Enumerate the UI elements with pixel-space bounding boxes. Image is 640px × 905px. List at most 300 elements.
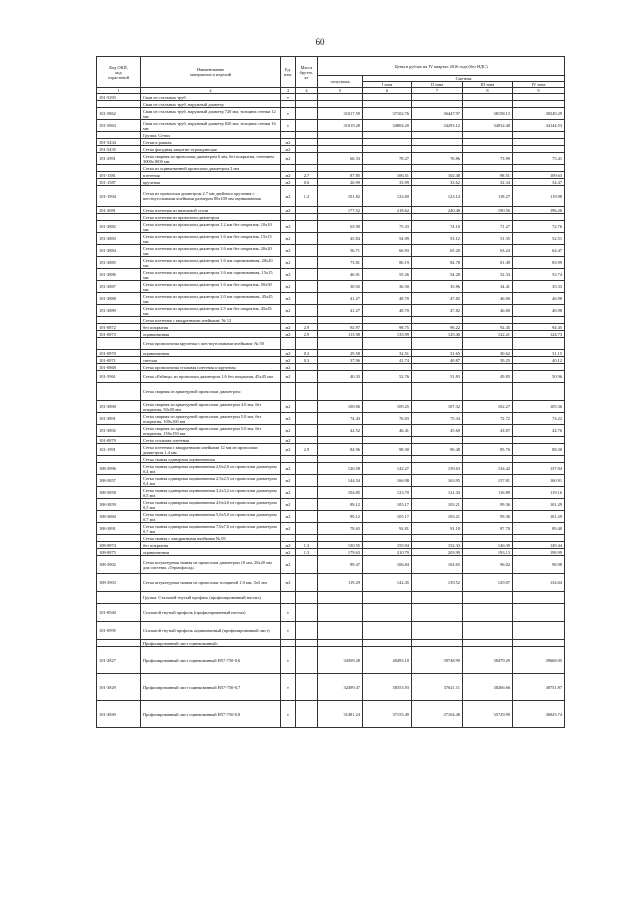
price-zone-4-cell bbox=[513, 139, 565, 146]
price-release-cell: 41.27 bbox=[318, 293, 363, 305]
name-cell: Сетка тканая одинарная оцинкованная 5,0х5,0 из проволоки диаметром 0,7 мм bbox=[141, 511, 281, 523]
price-zone-4-cell: 31.15 bbox=[513, 350, 565, 357]
price-zone-4-cell bbox=[513, 146, 565, 153]
price-zone-3-cell bbox=[463, 132, 513, 139]
unit-cell: м2 bbox=[281, 357, 296, 364]
price-zone-2-cell bbox=[412, 165, 463, 172]
unit-cell: т bbox=[281, 647, 296, 674]
table-row bbox=[97, 324, 565, 331]
code-cell: 101-3829 bbox=[97, 674, 141, 701]
price-zone-3-cell: 30.62 bbox=[463, 350, 513, 357]
price-release-cell bbox=[318, 214, 363, 221]
name-cell: оцинкованная bbox=[141, 331, 281, 338]
price-zone-2-cell: 31.65 bbox=[412, 350, 463, 357]
table-row bbox=[97, 674, 565, 701]
table-row bbox=[97, 165, 565, 172]
table-row bbox=[97, 357, 565, 364]
unit-cell: м2 bbox=[281, 305, 296, 317]
name-cell: Сетка тканая с квадратными ячейками № 05 bbox=[141, 535, 281, 542]
price-zone-2-cell bbox=[412, 146, 463, 153]
price-zone-2-cell: 139.63 bbox=[412, 463, 463, 475]
price-zone-4-cell: 196.26 bbox=[513, 207, 565, 214]
price-zone-1-cell: 105.17 bbox=[363, 499, 412, 511]
price-zone-3-cell: 98.51 bbox=[463, 172, 513, 179]
price-zone-2-cell: 34293.12 bbox=[412, 120, 463, 132]
mass-cell: 0.3 bbox=[296, 350, 318, 357]
price-zone-3-cell: 96.02 bbox=[463, 556, 513, 574]
price-release-cell: 130.55 bbox=[318, 542, 363, 549]
price-zone-4-cell: 52.51 bbox=[513, 233, 565, 245]
price-zone-4-cell: 89.40 bbox=[513, 523, 565, 535]
mass-cell bbox=[296, 674, 318, 701]
name-cell: Сетка плетеная из вязальной стали bbox=[141, 207, 281, 214]
unit-cell bbox=[281, 592, 296, 604]
price-zone-2-cell bbox=[412, 622, 463, 640]
price-release-cell: 144.54 bbox=[318, 475, 363, 487]
price-zone-4-cell: 119.98 bbox=[513, 186, 565, 207]
price-zone-3-cell: 52.33 bbox=[463, 269, 513, 281]
column-index: 2 bbox=[141, 88, 281, 94]
unit-cell: м2 bbox=[281, 487, 296, 499]
col-header-zone-2: II зона bbox=[412, 82, 463, 88]
price-zone-2-cell bbox=[412, 132, 463, 139]
mass-cell bbox=[296, 371, 318, 383]
code-cell: 101-0995 bbox=[97, 622, 141, 640]
price-release-cell bbox=[318, 317, 363, 324]
price-zone-4-cell bbox=[513, 132, 565, 139]
price-release-cell: 73.81 bbox=[318, 257, 363, 269]
price-release-cell bbox=[318, 364, 363, 371]
unit-cell: м2 bbox=[281, 293, 296, 305]
price-zone-4-cell bbox=[513, 437, 565, 444]
name-cell: Сетка плетеная из проволоки диаметром 1.2 мм без покрытия, 10х10 мм bbox=[141, 221, 281, 233]
price-zone-3-cell: 102.27 bbox=[463, 401, 513, 413]
price-zone-1-cell: 37155.49 bbox=[363, 701, 412, 728]
price-zone-1-cell: 210.79 bbox=[363, 549, 412, 556]
unit-cell: м2 bbox=[281, 574, 296, 592]
unit-cell bbox=[281, 317, 296, 324]
table-row bbox=[97, 146, 565, 153]
price-zone-1-cell: 106.51 bbox=[363, 172, 412, 179]
table-row bbox=[97, 233, 565, 245]
price-zone-2-cell: 75.34 bbox=[412, 413, 463, 425]
price-zone-1-cell bbox=[363, 604, 412, 622]
price-release-cell bbox=[318, 535, 363, 542]
price-zone-3-cell: 157.81 bbox=[463, 475, 513, 487]
price-zone-2-cell: 163.95 bbox=[412, 475, 463, 487]
code-cell: 101-5293 bbox=[97, 94, 141, 101]
price-zone-4-cell bbox=[513, 640, 565, 647]
code-cell: 101-3886 bbox=[97, 269, 141, 281]
name-cell: Профилированный лист оцинкованный Н57-750-0,8 bbox=[141, 701, 281, 728]
table-row bbox=[97, 371, 565, 383]
price-zone-1-cell: 142.45 bbox=[363, 574, 412, 592]
name-cell: оцинкованная bbox=[141, 350, 281, 357]
name-cell: Сваи из стальных труб, наружный диаметр 720 мм, толщина стенки 12 мм bbox=[141, 108, 281, 120]
price-zone-4-cell: 46.98 bbox=[513, 305, 565, 317]
price-release-cell: 100.06 bbox=[318, 401, 363, 413]
column-index: 7 bbox=[412, 88, 463, 94]
price-zone-1-cell: 78.27 bbox=[363, 153, 412, 165]
price-release-cell: 37.96 bbox=[318, 357, 363, 364]
price-zone-2-cell bbox=[412, 338, 463, 350]
code-cell bbox=[97, 640, 141, 647]
mass-cell: 2.9 bbox=[296, 444, 318, 456]
unit-cell: м2 bbox=[281, 233, 296, 245]
table-row bbox=[97, 132, 565, 139]
table-header bbox=[97, 57, 565, 94]
price-zone-4-cell: 40.12 bbox=[513, 357, 565, 364]
price-zone-2-cell: 96.22 bbox=[412, 324, 463, 331]
name-cell: Сетка сварная из проволоки диаметром 6 мм, без покрытия, сечением 3000х1000 мм bbox=[141, 153, 281, 165]
code-cell: 101-1991 bbox=[97, 444, 141, 456]
code-cell: 108-0874 bbox=[97, 542, 141, 549]
price-zone-4-cell: 34144.53 bbox=[513, 120, 565, 132]
table-row bbox=[97, 640, 565, 647]
price-zone-2-cell bbox=[412, 214, 463, 221]
price-zone-3-cell: 34.41 bbox=[463, 281, 513, 293]
price-zone-4-cell: 50.96 bbox=[513, 371, 565, 383]
table-row bbox=[97, 556, 565, 574]
price-zone-1-cell: 122.69 bbox=[363, 186, 412, 207]
table-row bbox=[97, 269, 565, 281]
price-zone-4-cell: 119.16 bbox=[513, 487, 565, 499]
price-zone-4-cell bbox=[513, 364, 565, 371]
price-release-cell: 179.63 bbox=[318, 549, 363, 556]
price-zone-1-cell: 48.70 bbox=[363, 305, 412, 317]
price-zone-3-cell: 81.49 bbox=[463, 257, 513, 269]
table-row bbox=[97, 487, 565, 499]
price-zone-2-cell: 129.40 bbox=[412, 331, 463, 338]
mass-cell bbox=[296, 487, 318, 499]
unit-cell: м2 bbox=[281, 146, 296, 153]
table-row bbox=[97, 413, 565, 425]
price-zone-3-cell bbox=[463, 317, 513, 324]
name-cell: Сетка плетеная из проволоки диаметром 1.6 мм без покрытия, 15х15 мм bbox=[141, 233, 281, 245]
code-cell: 108-3860 bbox=[97, 511, 141, 523]
price-zone-1-cell bbox=[363, 640, 412, 647]
price-zone-2-cell: 102.48 bbox=[412, 172, 463, 179]
price-release-cell bbox=[318, 592, 363, 604]
price-zone-2-cell: 36447.97 bbox=[412, 108, 463, 120]
price-release-cell: 30.92 bbox=[318, 281, 363, 293]
code-cell bbox=[97, 101, 141, 108]
mass-cell bbox=[296, 293, 318, 305]
mass-cell bbox=[296, 556, 318, 574]
name-cell: Сетка фасадная защитно-ограждающая bbox=[141, 146, 281, 153]
table-row bbox=[97, 172, 565, 179]
price-zone-1-cell bbox=[363, 317, 412, 324]
unit-cell: м2 bbox=[281, 413, 296, 425]
price-zone-3-cell: 87.70 bbox=[463, 523, 513, 535]
price-zone-3-cell bbox=[463, 535, 513, 542]
code-cell: 101-0872 bbox=[97, 324, 141, 331]
price-zone-4-cell bbox=[513, 338, 565, 350]
mass-cell bbox=[296, 383, 318, 401]
table-row bbox=[97, 604, 565, 622]
col-header-estimate: Сметная bbox=[363, 76, 565, 82]
price-zone-3-cell: 39.25 bbox=[463, 357, 513, 364]
name-cell: Сетка плетеная с квадратными ячейками: № 12 bbox=[141, 317, 281, 324]
price-zone-2-cell: 152.33 bbox=[412, 542, 463, 549]
table-row bbox=[97, 535, 565, 542]
price-release-cell: 92.97 bbox=[318, 324, 363, 331]
price-zone-4-cell: 44.76 bbox=[513, 425, 565, 437]
unit-cell: т bbox=[281, 674, 296, 701]
price-zone-3-cell: 43.87 bbox=[463, 425, 513, 437]
price-zone-3-cell: 116.89 bbox=[463, 487, 513, 499]
column-index: 9 bbox=[513, 88, 565, 94]
unit-cell: м2 bbox=[281, 186, 296, 207]
price-zone-2-cell: 240.46 bbox=[412, 207, 463, 214]
price-release-cell bbox=[318, 640, 363, 647]
price-zone-3-cell: 46.00 bbox=[463, 305, 513, 317]
price-zone-2-cell: 107.32 bbox=[412, 401, 463, 413]
price-zone-2-cell bbox=[412, 139, 463, 146]
name-cell: Профилированный лист оцинкованный Н57-750-0,6 bbox=[141, 647, 281, 674]
price-zone-2-cell: 104.65 bbox=[412, 556, 463, 574]
unit-cell bbox=[281, 640, 296, 647]
name-cell: Сетка тканая одинарная оцинкованная 2,0х2,0 из проволоки диаметром 0,4 мм bbox=[141, 463, 281, 475]
table-row bbox=[97, 401, 565, 413]
mass-cell bbox=[296, 207, 318, 214]
col-header-mass bbox=[296, 57, 318, 88]
price-zone-4-cell: 53.74 bbox=[513, 269, 565, 281]
price-zone-2-cell: 103.21 bbox=[412, 511, 463, 523]
name-cell: Сетка сварная из арматурной проволоки диаметром 5.0 мм, без покрытия, 100х100 мм bbox=[141, 413, 281, 425]
price-zone-4-cell: 64.47 bbox=[513, 245, 565, 257]
unit-cell: м2 bbox=[281, 364, 296, 371]
mass-cell bbox=[296, 165, 318, 172]
code-sub-label: код bbox=[115, 69, 122, 75]
unit-cell: м2 bbox=[281, 281, 296, 293]
price-zone-2-cell: 91.10 bbox=[412, 523, 463, 535]
mass-cell bbox=[296, 305, 318, 317]
mass-cell: 1.3 bbox=[296, 549, 318, 556]
code-cell: 108-3996 bbox=[97, 463, 141, 475]
table-row bbox=[97, 647, 565, 674]
price-zone-1-cell bbox=[363, 132, 412, 139]
price-zone-1-cell bbox=[363, 338, 412, 350]
code-cell bbox=[97, 214, 141, 221]
price-zone-1-cell bbox=[363, 94, 412, 101]
price-zone-3-cell bbox=[463, 214, 513, 221]
mass-cell bbox=[296, 139, 318, 146]
mass-sub-label: брутто, bbox=[299, 69, 314, 75]
name-cell: Сетка сварная из арматурной проволоки диаметром 5.0 мм, без покрытия, 150х150 мм bbox=[141, 425, 281, 437]
price-zone-1-cell bbox=[363, 592, 412, 604]
name-cell: Сетка штукатурная тканая из проволоки диаметром 10 мм, 20х20 мм для системы «Термофасад» bbox=[141, 556, 281, 574]
price-zone-2-cell: 76.86 bbox=[412, 153, 463, 165]
price-zone-4-cell: 109.63 bbox=[513, 172, 565, 179]
price-zone-3-cell: 190.56 bbox=[463, 207, 513, 214]
code-cell: 101-3890 bbox=[97, 401, 141, 413]
price-zone-1-cell: 46.41 bbox=[363, 425, 412, 437]
mass-cell bbox=[296, 647, 318, 674]
price-zone-2-cell: 37164.48 bbox=[412, 701, 463, 728]
code-cell: 101-0871 bbox=[97, 357, 141, 364]
code-cell: 108-3858 bbox=[97, 487, 141, 499]
code-cell: 101-0940 bbox=[97, 604, 141, 622]
name-cell: Сетка плетеная из проволоки диаметром 1.6 мм без покрытия, 20х20 мм bbox=[141, 245, 281, 257]
unit-cell bbox=[281, 101, 296, 108]
price-zone-4-cell: 94.45 bbox=[513, 324, 565, 331]
code-cell: 108-3902 bbox=[97, 556, 141, 574]
column-index: 3 bbox=[281, 88, 296, 94]
name-cell: Стальной гнутый профиль (профилированный настил) bbox=[141, 604, 281, 622]
code-cell: 108-3859 bbox=[97, 499, 141, 511]
price-zone-1-cell bbox=[363, 364, 412, 371]
unit-cell: м2 bbox=[281, 331, 296, 338]
name-cell: Сетка проволочная стальная плетеная и крученая bbox=[141, 364, 281, 371]
price-zone-1-cell: 75.33 bbox=[363, 221, 412, 233]
mass-cell bbox=[296, 604, 318, 622]
price-release-cell: 56.71 bbox=[318, 245, 363, 257]
code-cell: 101-5434 bbox=[97, 139, 141, 146]
unit-cell: м2 bbox=[281, 153, 296, 165]
price-zone-2-cell bbox=[412, 592, 463, 604]
mass-cell: 1.2 bbox=[296, 186, 318, 207]
name-cell: плетеная bbox=[141, 172, 281, 179]
price-release-cell bbox=[318, 139, 363, 146]
unit-cell bbox=[281, 165, 296, 172]
table-row bbox=[97, 305, 565, 317]
name-cell: Сетка тканая одинарная оцинкованная 3,2х3,2 из проволоки диаметром 0,5 мм bbox=[141, 487, 281, 499]
table-row bbox=[97, 281, 565, 293]
table-row bbox=[97, 139, 565, 146]
table-row bbox=[97, 475, 565, 487]
price-release-cell: 31017.59 bbox=[318, 108, 363, 120]
code-cell bbox=[97, 165, 141, 172]
mass-cell bbox=[296, 523, 318, 535]
mass-cell bbox=[296, 437, 318, 444]
table-row bbox=[97, 338, 565, 350]
price-zone-4-cell bbox=[513, 456, 565, 463]
name-cell: светлая bbox=[141, 357, 281, 364]
mass-cell bbox=[296, 94, 318, 101]
code-cell: 101-0870 bbox=[97, 350, 141, 357]
name-cell: Сетка сварная из арматурной проволоки диаметром: bbox=[141, 383, 281, 401]
unit-cell: м2 bbox=[281, 463, 296, 475]
name-cell: Сетка тканая одинарная оцинкованная 4,0х4,0 из проволоки диаметром 0,5 мм bbox=[141, 499, 281, 511]
price-zone-3-cell bbox=[463, 165, 513, 172]
table-row bbox=[97, 153, 565, 165]
name-cell: Профилированный лист оцинкованный Н57-750-0,7 bbox=[141, 674, 281, 701]
unit-cell: т bbox=[281, 701, 296, 728]
code-cell: 101-5863 bbox=[97, 120, 141, 132]
price-zone-4-cell bbox=[513, 317, 565, 324]
price-zone-2-cell: 121.43 bbox=[412, 487, 463, 499]
code-cell: 101-3883 bbox=[97, 233, 141, 245]
mass-cell bbox=[296, 101, 318, 108]
price-release-cell: 89.12 bbox=[318, 511, 363, 523]
price-release-cell bbox=[318, 132, 363, 139]
unit-cell: м2 bbox=[281, 437, 296, 444]
price-release-cell: 89.47 bbox=[318, 556, 363, 574]
column-index: 4 bbox=[296, 88, 318, 94]
table-row bbox=[97, 701, 565, 728]
price-zone-3-cell: 32.34 bbox=[463, 179, 513, 186]
mass-cell bbox=[296, 463, 318, 475]
price-zone-4-cell: 38249.29 bbox=[513, 108, 565, 120]
code-cell: 101-0868 bbox=[97, 364, 141, 371]
price-release-cell: 45.84 bbox=[318, 233, 363, 245]
price-zone-1-cell: 142.27 bbox=[363, 463, 412, 475]
table-row bbox=[97, 592, 565, 604]
name-cell: Сваи из стальных труб, наружный диаметр bbox=[141, 101, 281, 108]
price-release-cell: 42.52 bbox=[318, 425, 363, 437]
code-cell: 101-3889 bbox=[97, 305, 141, 317]
price-zone-1-cell: 98.30 bbox=[363, 444, 412, 456]
price-zone-4-cell: 36043.74 bbox=[513, 701, 565, 728]
price-zone-3-cell: 85.76 bbox=[463, 444, 513, 456]
mass-cell bbox=[296, 233, 318, 245]
unit-cell: м2 bbox=[281, 556, 296, 574]
mass-cell bbox=[296, 592, 318, 604]
unit-cell: т bbox=[281, 108, 296, 120]
unit-cell: м2 bbox=[281, 425, 296, 437]
code-cell bbox=[97, 535, 141, 542]
name-cell: крученая bbox=[141, 179, 281, 186]
table-row bbox=[97, 364, 565, 371]
price-release-cell: 29.58 bbox=[318, 350, 363, 357]
table-row bbox=[97, 499, 565, 511]
unit-sub-label: изм. bbox=[284, 72, 292, 77]
unit-cell bbox=[281, 338, 296, 350]
price-zone-1-cell: 41.74 bbox=[363, 357, 412, 364]
unit-cell: м2 bbox=[281, 257, 296, 269]
name-cell: Сетка тканая одинарная оцинкованная 7,0х7,0 из проволоки диаметром 0,7 мм bbox=[141, 523, 281, 535]
price-zone-3-cell bbox=[463, 364, 513, 371]
price-release-cell: 66.33 bbox=[318, 153, 363, 165]
col-header-unit bbox=[281, 57, 296, 88]
price-zone-3-cell bbox=[463, 592, 513, 604]
name-sub-label: материалов и изделий bbox=[189, 72, 232, 77]
table-row bbox=[97, 186, 565, 207]
unit-cell: м2 bbox=[281, 444, 296, 456]
code-cell: 101-0879 bbox=[97, 437, 141, 444]
price-zone-1-cell: 135.99 bbox=[363, 331, 412, 338]
price-release-cell: 34509.28 bbox=[318, 647, 363, 674]
unit-cell: м2 bbox=[281, 139, 296, 146]
price-zone-4-cell: 98.98 bbox=[513, 556, 565, 574]
price-zone-4-cell: 105.36 bbox=[513, 401, 565, 413]
price-zone-3-cell: 71.27 bbox=[463, 221, 513, 233]
unit-cell: м2 bbox=[281, 324, 296, 331]
price-zone-2-cell: 54.28 bbox=[412, 269, 463, 281]
table-row bbox=[97, 207, 565, 214]
price-zone-2-cell: 74.10 bbox=[412, 221, 463, 233]
price-zone-3-cell: 73.99 bbox=[463, 153, 513, 165]
price-zone-2-cell: 203.99 bbox=[412, 549, 463, 556]
unit-cell: т bbox=[281, 94, 296, 101]
mass-cell: 2.9 bbox=[296, 331, 318, 338]
table-body bbox=[97, 94, 565, 728]
code-cell: 101-2827 bbox=[97, 647, 141, 674]
price-release-cell: 126.58 bbox=[318, 463, 363, 475]
unit-cell: т bbox=[281, 622, 296, 640]
price-release-cell bbox=[318, 456, 363, 463]
code-cell: 101-1994 bbox=[97, 186, 141, 207]
price-zone-1-cell: 54.09 bbox=[363, 233, 412, 245]
table-row bbox=[97, 350, 565, 357]
table-row bbox=[97, 437, 565, 444]
name-label: Наименование bbox=[196, 67, 225, 72]
price-zone-2-cell: 39748.99 bbox=[412, 647, 463, 674]
price-zone-1-cell: 76.03 bbox=[363, 413, 412, 425]
price-zone-2-cell: 103.21 bbox=[412, 499, 463, 511]
price-zone-3-cell bbox=[463, 456, 513, 463]
